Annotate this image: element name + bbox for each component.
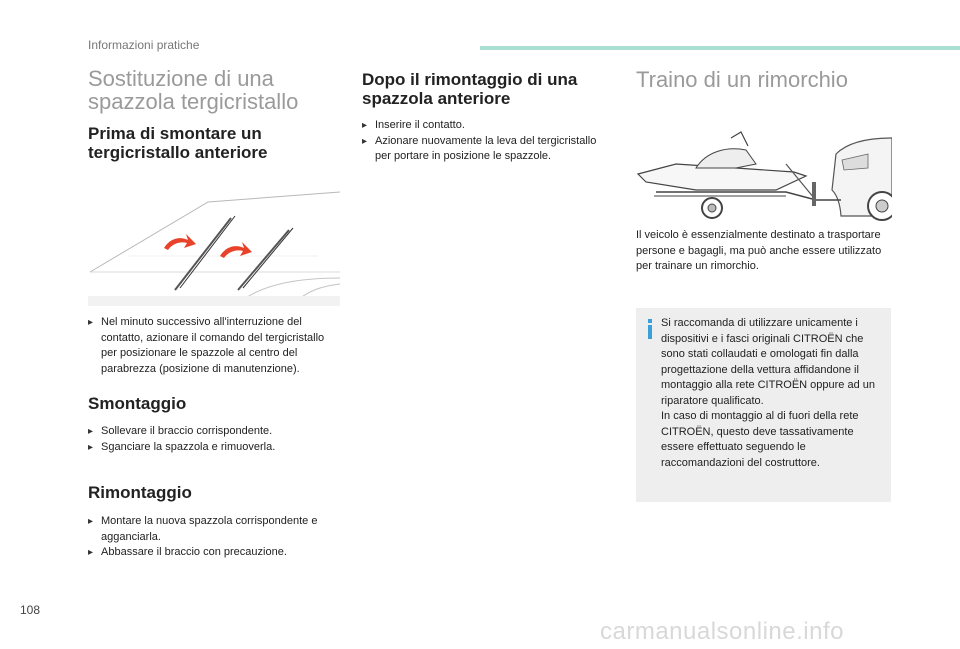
subtitle-refit: Rimontaggio: [88, 483, 192, 502]
title-towing: Traino di un rimorchio: [636, 67, 848, 92]
list-item: ▸ Nel minuto successivo all'interruzione del contatto, azionare il comando del tergicristallo per posizionare le spazzole al centro del parabrezza (posizione di manutenzione).: [88, 316, 325, 375]
bullet-marker-icon: ▸: [88, 317, 94, 328]
list-item: ▸ Abbassare il braccio con precauzione.: [88, 545, 338, 561]
trailer-illustration: [636, 124, 892, 222]
list-item: ▸ Inserire il contatto.: [362, 118, 607, 134]
towing-paragraph: Il veicolo è essenzialmente destinato a trasportare persone e bagagli, ma può anche essere utilizzato per trainare un rimorchio.: [636, 229, 882, 272]
page-number: 108: [20, 603, 41, 617]
info-paragraph: Si raccomanda di utilizzare unicamente i dispositivi e i fasci originali CITROËN che sono stati collaudati e omologati fin dalla progettazione della vettura affidandone il montaggio alla rete CITROËN oppure ad un riparatore qualificato.: [661, 317, 876, 407]
list-removal: [88, 424, 338, 455]
list-refit: [88, 514, 338, 561]
windscreen-wiper-illustration: [88, 186, 340, 306]
bullet-marker-icon: ▸: [362, 135, 368, 147]
arrow-left-icon: [164, 234, 196, 250]
subtitle-before-removal: Prima di smontare un tergicristallo anteriore: [88, 124, 268, 162]
info-box-text: [661, 316, 883, 471]
list-item: ▸ Sollevare il braccio corrispondente.: [88, 424, 338, 440]
section-header: Informazioni pratiche: [88, 38, 200, 52]
watermark: carmanualsonline.info: [600, 618, 844, 645]
list-item: ▸ Montare la nuova spazzola corrispondente e agganciarla.: [88, 515, 318, 543]
bullet-marker-icon: ▸: [88, 516, 94, 527]
info-icon: [647, 319, 654, 339]
list-after-refit: [362, 118, 607, 165]
arrow-right-icon: [220, 242, 252, 258]
header-accent-bar: [480, 46, 960, 50]
title-wiper-replacement: Sostituzione di una spazzola tergicristallo: [88, 66, 299, 114]
bullet-marker-icon: ▸: [88, 426, 94, 437]
list-before-removal: [88, 315, 338, 377]
bullet-marker-icon: ▸: [362, 120, 368, 131]
subtitle-removal: Smontaggio: [88, 394, 187, 413]
bullet-marker-icon: ▸: [88, 441, 94, 453]
list-item: ▸ Sganciare la spazzola e rimuoverla.: [88, 440, 338, 456]
list-item: ▸ Azionare nuovamente la leva del tergicristallo per portare in posizione le spazzole.: [362, 134, 597, 162]
title-after-refit: Dopo il rimontaggio di una spazzola anteriore: [362, 70, 578, 108]
wiper-blade-right: [238, 228, 293, 290]
bullet-marker-icon: ▸: [88, 547, 94, 558]
info-box: [636, 308, 891, 502]
info-paragraph: In caso di montaggio al di fuori della rete CITROËN, questo deve tassativamente essere effettuato seguendo le raccomandazioni del costruttore.: [661, 410, 859, 469]
